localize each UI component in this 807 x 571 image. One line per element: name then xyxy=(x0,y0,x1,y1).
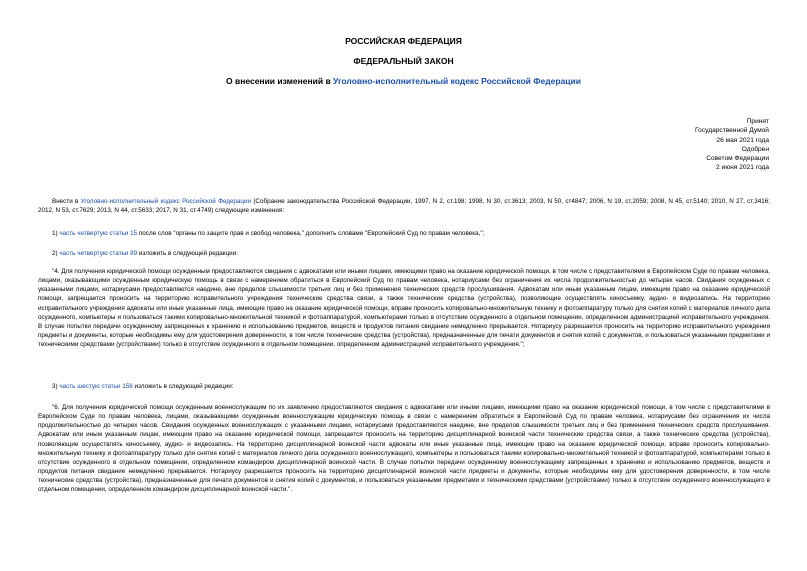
approval-duma-date: 26 мая 2021 года xyxy=(716,136,769,144)
item-1-link[interactable]: часть четвертую статьи 15 xyxy=(59,230,138,237)
approval-adopted: Принят xyxy=(746,118,769,125)
amendment-item-1 xyxy=(38,229,770,238)
law-type-heading: ФЕДЕРАЛЬНЫЙ ЗАКОН xyxy=(353,56,454,66)
amendment-item-2 xyxy=(38,249,770,258)
item-2-number: 2) xyxy=(52,250,60,257)
intro-suffix: (Собрание законодательства Российской Федерации, 1997, N 2, ст.198; 1998, N 30, ст.3613; 2003, N 50, ст4847; 2006, N 19, ст,2059; 2008, N 45, ст.5140; 2010, N 27, ст.3416; 2012, N 53, ст.7629; 2013, N 44, ст.5633; 2017, N 31, ст.4749) следующие изменения: xyxy=(38,198,770,215)
article-89-new-text: "4. Для получения юридической помощи осужденным предоставляются свидания с адвокатами или иными лицами, имеющими право на оказание юридической помощи, в том числе с представителями в Европейском Суде по правам человека, лицами, оказывающими осужденным юридическую помощь в связи с намерением обратиться в Европейский Суд по правам человека, нотариусами без ограничения их числа продолжительностью до четырех часов. Свидания осужденных с указанными лицами, нотариусами предоставляются наедине, вне пределов слышимости третьих лиц и без применения технических средств прослушивания. Адвокатам или иным указанным лицам, имеющим право на оказание юридической помощи, запрещается проносить на территорию исправительного учреждения технические средства связи, а также технические средства (устройства), позволяющие осуществлять киносъемку, аудио- и видеозапись. На территорию исправительного учреждения адвокаты или иные указанные лица, имеющие право на оказание юридической помощи, вправе проносить копировально-множительную технику и фотоаппаратуру только для снятия копий с материалов личного дела осужденного, компьютеры и пользоваться такими копировально-множительной техникой и фотоаппаратурой, компьютерами только в отсутствие осужденного в отдельном помещении, определенном администрацией исправительного учреждения. В случае попытки передачи осужденному запрещенных к хранению и использованию предметов, веществ и продуктов питания свидание немедленно прерывается. Нотариусу разрешается проносить на территорию исправительного учреждения предметы и документы, которые необходимы ему для удостоверения доверенности, в том числе технические средства (устройства), предназначенные для печати документов и снятия копий с документов, и пользоваться указанными предметами и техническими средствами (устройствами) только в отсутствие осужденного в отдельном помещении, определенном администрацией исправительного учреждения."; xyxy=(38,268,770,349)
item-1-text: после слов "органы по защите прав и свобод человека," дополнить словами "Европейский Суд по правам человека,"; xyxy=(137,230,485,237)
approval-block xyxy=(695,117,769,173)
approval-duma: Государственной Думой xyxy=(695,127,769,135)
law-title-prefix: О внесении изменений в xyxy=(226,76,334,86)
approval-council: Советом Федерации xyxy=(706,155,769,163)
item-3-text: изложить в следующей редакции: xyxy=(132,383,234,390)
approval-approved: Одобрен xyxy=(741,145,769,153)
item-1-number: 1) xyxy=(52,230,60,237)
article-158-new-text: "6. Для получения юридической помощи осужденным военнослужащим по их заявлению предоставляются свидания с адвокатами или иными лицами, имеющими право на оказание юридической помощи, в том числе с представителями в Европейском Суде по правам человека, лицами, оказывающими осужденным военнослужащим юридическую помощь в связи с намерением обратиться в Европейский Суд по правам человека, нотариусами без ограничения их числа продолжительностью до четырех часов. Свидания осужденных военнослужащих с указанными лицами, нотариусами предоставляются наедине, вне пределов слышимости третьих лиц и без применения технических средств прослушивания. Адвокатам или иным указанным лицам, имеющим право на оказание юридической помощи, запрещается проносить на территорию дисциплинарной воинской части технические средства связи, а также технические средства (устройства), позволяющие осуществлять киносъемку, аудио- и видеозапись. На территорию дисциплинарной воинской части адвокаты или иные указанные лица, имеющие право на оказание юридической помощи, вправе проносить копировально-множительную технику и фотоаппаратуру только для снятия копий с материалов личного дела осужденного военнослужащего, компьютеры и пользоваться такими копировально-множительной техникой и фотоаппаратурой, компьютерами только в отсутствие осужденного в отдельном помещении, определенном командиром дисциплинарной воинской части. В случае попытки передачи осужденному военнослужащему запрещенных к хранению и использованию предметов, веществ и продуктов питания свидание немедленно прерывается. Нотариусу разрешается проносить на территорию дисциплинарной воинской части предметы и документы, которые необходимы ему для удостоверения доверенности, в том числе технические средства (устройства), предназначенные для печати документов и снятия копий с документов, и пользоваться указанными предметами и техническими средствами (устройствами) только в отсутствие осужденного военнослужащего в отдельном помещении, определенном командиром дисциплинарной воинской части.". xyxy=(38,404,770,494)
approval-council-date: 2 июня 2021 года xyxy=(716,164,769,172)
item-3-number: 3) xyxy=(52,383,60,390)
intro-prefix: Внести в xyxy=(52,198,81,205)
country-heading: РОССИЙСКАЯ ФЕДЕРАЦИЯ xyxy=(345,36,462,46)
intro-code-link[interactable]: Уголовно-исполнительный кодекс Российской Федерации xyxy=(80,198,252,205)
item-2-text: изложить в следующей редакции: xyxy=(137,250,238,257)
law-title-link[interactable]: Уголовно-исполнительный кодекс Российской Федерации xyxy=(333,76,581,86)
amendment-item-3 xyxy=(38,382,770,391)
item-3-link[interactable]: часть шестую статьи 158 xyxy=(59,383,133,390)
law-title xyxy=(0,76,807,86)
item-2-link[interactable]: часть четвертую статьи 89 xyxy=(59,250,138,257)
intro-paragraph xyxy=(38,197,770,215)
